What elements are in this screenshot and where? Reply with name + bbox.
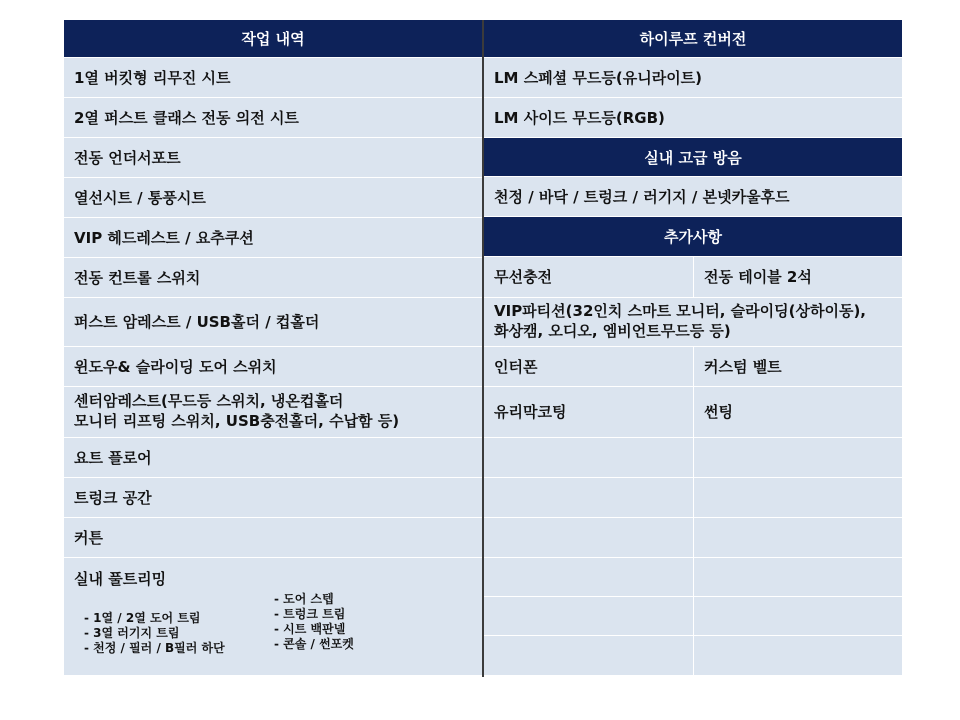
trim-sub-item: - 천정 / 필러 / B필러 하단 [84,641,225,655]
extra-vip-partition [484,298,902,346]
empty-cell [694,518,902,557]
work-item-3 [64,138,482,177]
work-item-label: 전동 언더서포트 [74,148,181,167]
extra-label: 전동 테이블 2석 [704,268,812,286]
empty-cell [694,478,902,517]
empty-cell [484,478,694,517]
extra-label: 썬팅 [704,403,733,421]
trim-sub-list-left [84,611,225,656]
empty-cell [484,558,694,596]
work-item-label: 트렁크 공간 [74,488,152,507]
extra-label: 유리막코팅 [494,403,567,421]
work-item-label: 전동 컨트롤 스위치 [74,268,201,287]
work-item-11 [64,478,482,517]
extra-label-line2: 화상캠, 오디오, 엠비언트무드등 등) [494,322,731,340]
work-item-5 [64,218,482,257]
trim-sub-item: - 트렁크 트림 [274,607,346,621]
extras-header: 추가사항 [484,217,902,256]
work-item-label: 2열 퍼스트 클래스 전동 의전 시트 [74,108,299,127]
work-item-label: VIP 헤드레스트 / 요추쿠션 [74,228,254,247]
extra-label-line1: VIP파티션(32인치 스마트 모니터, 슬라이딩(상하이동), [494,302,866,320]
work-item-4 [64,178,482,217]
empty-cell [694,636,902,675]
work-item-label-line2: 모니터 리프팅 스위치, USB충전홀더, 수납함 등) [74,412,400,430]
high-roof-header: 하이루프 컨버전 [484,20,902,57]
extra-label: 무선충전 [494,268,552,286]
trim-sub-item: - 1열 / 2열 도어 트림 [84,611,201,625]
empty-cell [694,438,902,477]
work-item-label: 커튼 [74,528,103,547]
empty-cell [484,597,694,635]
work-item-label: 1열 버킷형 리무진 시트 [74,68,231,87]
extra-wireless-charging [484,257,694,297]
extra-custom-belt [694,347,902,386]
trim-sub-item: - 도어 스텝 [274,592,334,606]
work-item-9 [64,387,482,437]
work-item-label: 실내 풀트리밍 [74,570,167,588]
extra-label: 인터폰 [494,357,538,376]
extra-intercom [484,347,694,386]
soundproofing-header: 실내 고급 방음 [484,138,902,176]
empty-cell [694,558,902,596]
work-item-6 [64,258,482,297]
extra-tinting [694,387,902,437]
trim-sub-item: - 콘솔 / 썬포켓 [274,637,354,651]
work-item-1 [64,58,482,97]
trim-sub-list-right [274,592,354,652]
right-item-label: LM 스페셜 무드등(유니라이트) [494,68,703,87]
work-item-label: 열선시트 / 통풍시트 [74,188,206,207]
work-item-7 [64,298,482,346]
extra-electric-table [694,257,902,297]
work-item-label: 윈도우& 슬라이딩 도어 스위치 [74,357,277,376]
work-item-2 [64,98,482,137]
work-item-12 [64,518,482,557]
empty-cell [694,597,902,635]
work-item-8 [64,347,482,386]
trim-sub-item: - 3열 러기지 트림 [84,626,180,640]
work-item-label-line1: 센터암레스트(무드등 스위치, 냉온컵홀더 [74,392,344,410]
work-item-label: 퍼스트 암레스트 / USB홀더 / 컵홀더 [74,313,320,331]
work-item-label: 요트 플로어 [74,448,152,467]
work-list-header: 작업 내역 [64,20,482,57]
right-item-side-light [484,98,902,137]
extra-glass-coating [484,387,694,437]
right-item-label: 천정 / 바닥 / 트렁크 / 러기지 / 본넷카울후드 [494,187,790,206]
right-item-label: LM 사이드 무드등(RGB) [494,108,665,127]
empty-cell [484,438,694,477]
right-item-soundproofing [484,177,902,216]
empty-cell [484,518,694,557]
empty-cell [484,636,694,675]
trim-sub-item: - 시트 백판넬 [274,622,346,636]
right-item-mood-light [484,58,902,97]
extra-label: 커스텀 벨트 [704,357,782,376]
work-item-10 [64,438,482,477]
